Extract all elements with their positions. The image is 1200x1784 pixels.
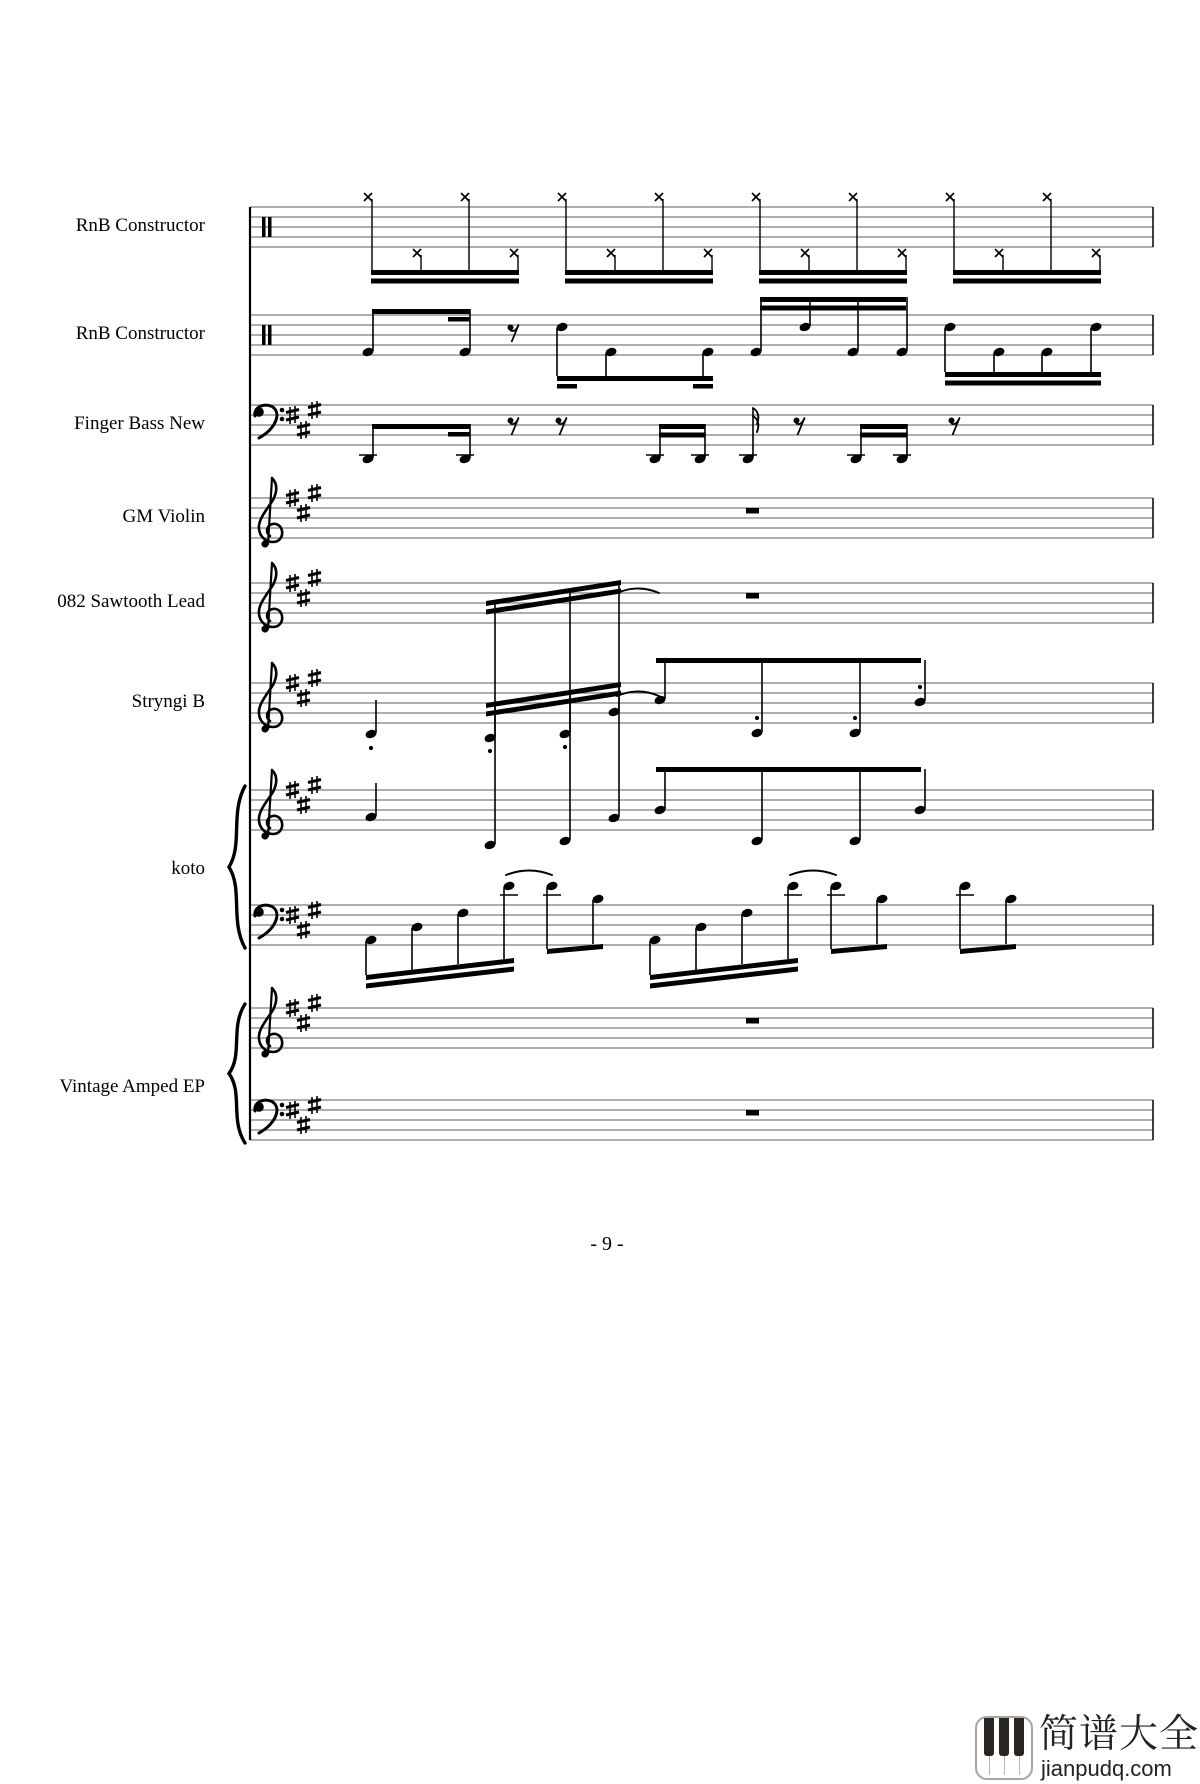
instrument-label: Finger Bass New: [74, 413, 205, 434]
instrument-label: RnB Constructor: [75, 323, 205, 344]
instrument-label: 082 Sawtooth Lead: [57, 591, 205, 612]
watermark-title: 简谱大全: [1039, 1713, 1200, 1756]
piano-black-key: [999, 1718, 1009, 1756]
instrument-label: Vintage Amped EP: [59, 1076, 205, 1097]
piano-keys-icon: [975, 1716, 1033, 1780]
instrument-label: RnB Constructor: [75, 215, 205, 236]
piano-black-key: [1014, 1718, 1024, 1756]
instrument-label: GM Violin: [122, 506, 205, 527]
instrument-label: Stryngi B: [131, 691, 205, 712]
piano-key-divider: [989, 1756, 990, 1775]
page-number: - 9 -: [590, 1233, 624, 1255]
piano-key-divider: [1019, 1756, 1020, 1775]
watermark: [975, 1714, 1200, 1784]
watermark-url: jianpudq.com: [1041, 1756, 1172, 1781]
piano-black-key: [984, 1718, 994, 1756]
piano-key-divider: [1004, 1756, 1005, 1775]
instrument-label: koto: [171, 858, 205, 879]
